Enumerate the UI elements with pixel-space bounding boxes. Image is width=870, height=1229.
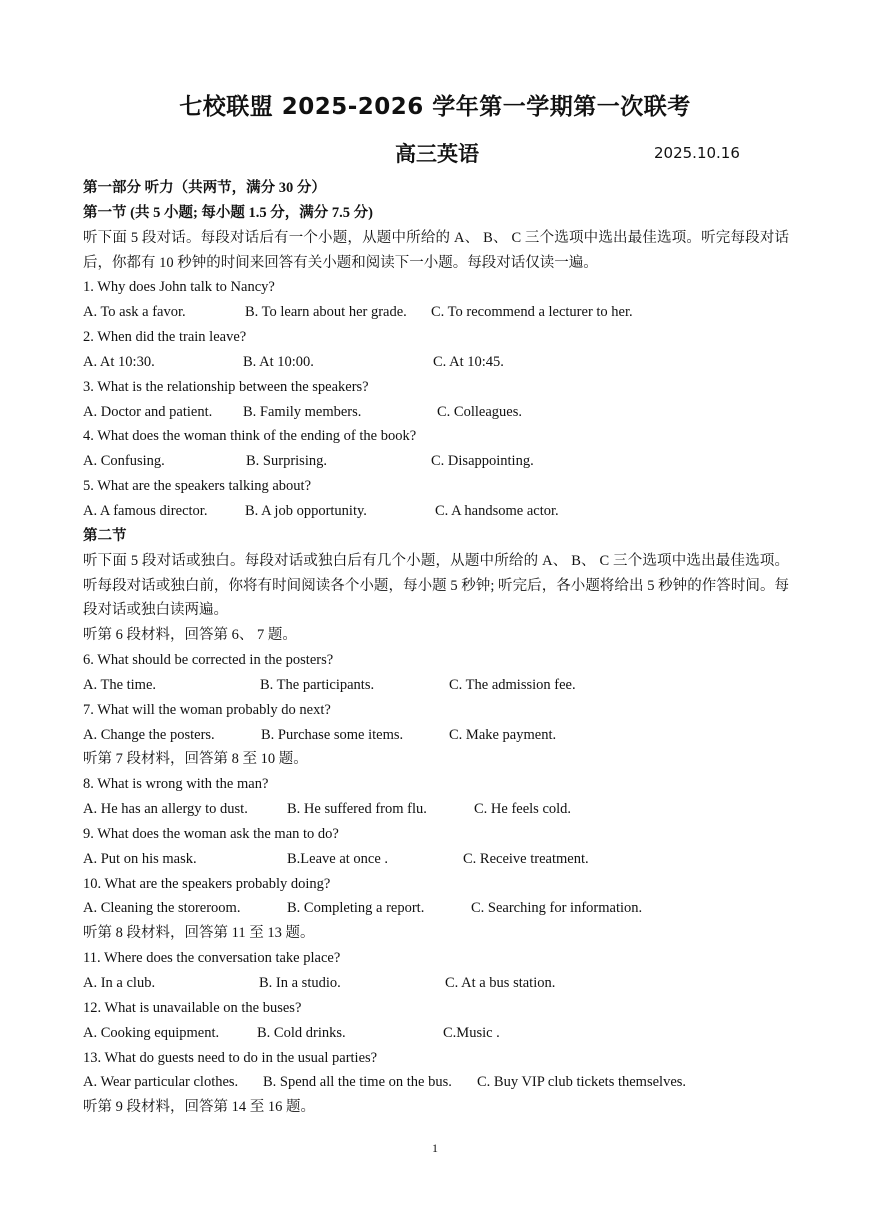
question-10: 10. What are the speakers probably doing? (83, 875, 331, 892)
options-9 (83, 847, 789, 872)
option-c: C.Music . (443, 1024, 500, 1041)
question-3: 3. What is the relationship between the speakers? (83, 378, 369, 395)
options-11 (83, 971, 789, 996)
option-c: C. Disappointing. (431, 453, 534, 470)
part1-heading: 第一部分 听力（共两节，满分 30 分） (83, 180, 326, 196)
options-3 (83, 400, 789, 425)
material-6: 听第 6 段材料，回答第 6、 7 题。 (83, 627, 297, 644)
option-c: C. Colleagues. (437, 403, 522, 420)
exam-title: 七校联盟 2025-2026 学年第一学期第一次联考 (179, 94, 691, 120)
option-b: B. Spend all the time on the bus. (263, 1074, 452, 1091)
question-12: 12. What is unavailable on the buses? (83, 999, 302, 1016)
option-a: A. In a club. (83, 975, 156, 991)
option-a: A. Change the posters. (83, 726, 215, 743)
option-b: B. Surprising. (246, 453, 327, 470)
exam-date: 2025.10.16 (654, 144, 740, 162)
option-c: C. Searching for information. (471, 900, 643, 917)
option-b: B. The participants. (260, 676, 375, 693)
option-c: C. The admission fee. (449, 676, 576, 693)
option-b: B. Completing a report. (287, 900, 425, 917)
option-b: B. Family members. (243, 403, 362, 420)
option-b: B. In a studio. (259, 975, 341, 991)
option-c: C. Make payment. (449, 726, 557, 743)
options-7 (83, 723, 789, 748)
option-c: C. A handsome actor. (435, 502, 559, 519)
option-b: B. To learn about her grade. (245, 304, 407, 321)
options-10 (83, 896, 789, 921)
exam-content (83, 176, 789, 1120)
question-4: 4. What does the woman think of the ending of the book? (83, 428, 417, 445)
material-7: 听第 7 段材料，回答第 8 至 10 题。 (83, 751, 308, 768)
section2-instructions: 听下面 5 段对话或独白。每段对话或独白后有几个小题，从题中所给的 A、 B、 C 三个选项中选出最佳选项。听每段对话或独白前，你将有时间阅读各个小题，每小题 5 秒钟; 听完后，各小题将给出 5 秒钟的作答时间。每段对话或独白读两遍。 (83, 552, 789, 619)
page-number: 1 (432, 1141, 438, 1155)
option-a: A. Doctor and patient. (83, 403, 213, 420)
options-8 (83, 797, 789, 822)
material-9: 听第 9 段材料，回答第 14 至 16 题。 (83, 1099, 315, 1116)
options-1 (83, 300, 789, 325)
options-13 (83, 1070, 789, 1095)
question-13: 13. What do guests need to do in the usual parties? (83, 1049, 378, 1066)
option-b: B. Cold drinks. (257, 1024, 346, 1041)
section2-heading: 第二节 (83, 527, 127, 544)
option-b: B. Purchase some items. (261, 726, 404, 743)
option-b: B. He suffered from flu. (287, 801, 427, 818)
section1-heading: 第一节 (共 5 小题; 每小题 1.5 分，满分 7.5 分) (83, 204, 373, 221)
options-5 (83, 499, 789, 524)
option-a: A. At 10:30. (83, 353, 155, 370)
question-6: 6. What should be corrected in the posters? (83, 652, 334, 669)
options-2 (83, 350, 789, 375)
question-11: 11. Where does the conversation take place? (83, 950, 341, 967)
option-a: A. Cleaning the storeroom. (83, 900, 241, 917)
options-12 (83, 1021, 789, 1046)
option-a: A. Put on his mask. (83, 850, 197, 867)
option-a: A. Confusing. (83, 453, 165, 470)
question-5: 5. What are the speakers talking about? (83, 478, 312, 495)
option-a: A. Cooking equipment. (83, 1024, 220, 1041)
option-c: C. At a bus station. (445, 975, 556, 991)
option-b: B. At 10:00. (243, 353, 314, 370)
option-c: C. To recommend a lecturer to her. (431, 304, 633, 321)
option-b: B. A job opportunity. (245, 502, 367, 519)
options-6 (83, 673, 789, 698)
question-1: 1. Why does John talk to Nancy? (83, 279, 275, 296)
option-a: A. Wear particular clothes. (83, 1074, 239, 1091)
option-a: A. He has an allergy to dust. (83, 801, 248, 818)
option-c: C. He feels cold. (474, 801, 572, 818)
question-9: 9. What does the woman ask the man to do? (83, 825, 339, 842)
question-7: 7. What will the woman probably do next? (83, 701, 331, 718)
question-2: 2. When did the train leave? (83, 329, 247, 346)
option-c: C. Receive treatment. (463, 850, 589, 867)
section1-instructions: 听下面 5 段对话。每段对话后有一个小题，从题中所给的 A、 B、 C 三个选项中选出最佳选项。听完每段对话后，你都有 10 秒钟的时间来回答有关小题和阅读下一小题。每段对话仅读一遍。 (83, 229, 789, 271)
exam-subject: 高三英语 (395, 142, 479, 166)
material-8: 听第 8 段材料，回答第 11 至 13 题。 (83, 925, 315, 942)
option-c: C. Buy VIP club tickets themselves. (477, 1074, 687, 1091)
options-4 (83, 449, 789, 474)
option-a: A. A famous director. (83, 502, 208, 519)
option-a: A. The time. (83, 676, 157, 693)
option-b: B.Leave at once . (287, 850, 389, 867)
option-a: A. To ask a favor. (83, 304, 186, 321)
option-c: C. At 10:45. (433, 353, 504, 370)
question-8: 8. What is wrong with the man? (83, 776, 269, 793)
